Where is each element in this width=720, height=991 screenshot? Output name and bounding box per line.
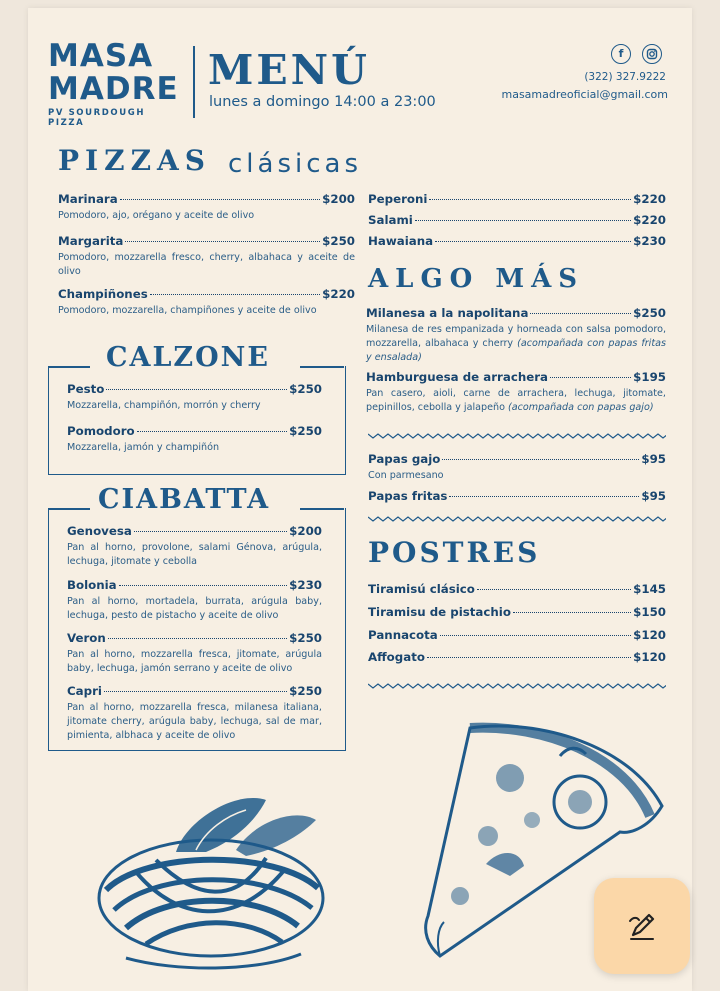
menu-item bbox=[67, 684, 322, 743]
item-name: Tiramisú clásico bbox=[368, 582, 475, 596]
algo-mas-title: ALGO MÁS bbox=[368, 264, 585, 294]
header-divider bbox=[193, 46, 195, 118]
item-price: $220 bbox=[633, 213, 666, 227]
phone-number: (322) 327.9222 bbox=[584, 71, 666, 83]
item-price: $250 bbox=[289, 631, 322, 645]
item-name: Margarita bbox=[58, 234, 124, 248]
item-description: Milanesa de res empanizada y horneada con salsa pomodoro, mozzarella, albahaca y cherry bbox=[366, 324, 666, 349]
brand-line-1: MASA bbox=[48, 38, 154, 74]
item-name: Milanesa a la napolitana bbox=[366, 306, 529, 320]
item-name: Veron bbox=[67, 631, 106, 645]
item-name: Capri bbox=[67, 684, 102, 698]
item-name: Papas fritas bbox=[368, 489, 448, 503]
menu-item bbox=[366, 306, 666, 365]
menu-item bbox=[368, 192, 666, 206]
menu-item bbox=[368, 234, 666, 248]
pizzas-subtitle: clásicas bbox=[228, 149, 362, 179]
item-price: $150 bbox=[633, 605, 666, 619]
item-name: Pannacota bbox=[368, 628, 438, 642]
menu-item bbox=[368, 582, 666, 596]
wave-divider bbox=[368, 515, 666, 523]
facebook-icon[interactable]: f bbox=[611, 44, 631, 64]
item-description: Con parmesano bbox=[368, 470, 444, 481]
item-name: Champiñones bbox=[58, 287, 148, 301]
item-price: $250 bbox=[633, 306, 666, 320]
item-price: $250 bbox=[289, 424, 322, 438]
item-name: Hawaiana bbox=[368, 234, 434, 248]
item-note: (acompañada con papas gajo) bbox=[508, 402, 654, 413]
item-description: Pan al horno, provolone, salami Génova, arúgula, lechuga, jitomate y cebolla bbox=[67, 542, 322, 567]
wave-divider bbox=[368, 432, 666, 440]
item-name: Hamburguesa de arrachera bbox=[366, 370, 548, 384]
item-price: $95 bbox=[641, 489, 666, 503]
opening-hours: lunes a domingo 14:00 a 23:00 bbox=[209, 94, 436, 110]
page-title: MENÚ bbox=[208, 46, 370, 94]
item-name: Papas gajo bbox=[368, 452, 441, 466]
item-price: $230 bbox=[633, 234, 666, 248]
menu-item bbox=[67, 578, 322, 623]
menu-item bbox=[368, 628, 666, 642]
menu-item bbox=[67, 424, 322, 455]
item-price: $250 bbox=[289, 382, 322, 396]
item-description: Pomodoro, ajo, orégano y aceite de olivo bbox=[58, 210, 255, 221]
item-name: Salami bbox=[368, 213, 413, 227]
item-name: Tiramisu de pistachio bbox=[368, 605, 511, 619]
edit-pen-icon bbox=[625, 909, 659, 943]
menu-item bbox=[58, 192, 355, 223]
item-price: $250 bbox=[289, 684, 322, 698]
menu-item bbox=[58, 287, 355, 318]
ciabatta-title: CIABATTA bbox=[90, 484, 278, 515]
brand-line-2: MADRE bbox=[48, 71, 179, 107]
item-description: Pan al horno, mozzarella fresca, jitomate, arúgula baby, lechuga, jamón serrano y aceite de olivo bbox=[67, 649, 322, 674]
menu-item bbox=[67, 524, 322, 569]
item-name: Marinara bbox=[58, 192, 118, 206]
item-description: Pan al horno, mozzarella fresca, milanesa italiana, jitomate cherry, arúgula baby, lechuga, sal de mar, pimienta, albhaca y aceite de olivo bbox=[67, 702, 322, 741]
brand-logo bbox=[48, 40, 183, 128]
item-price: $95 bbox=[641, 452, 666, 466]
menu-item bbox=[58, 234, 355, 279]
item-name: Pesto bbox=[67, 382, 105, 396]
item-price: $195 bbox=[633, 370, 666, 384]
menu-item bbox=[366, 370, 666, 415]
menu-item bbox=[368, 650, 666, 664]
wave-divider bbox=[368, 682, 666, 690]
item-name: Peperoni bbox=[368, 192, 428, 206]
item-name: Genovesa bbox=[67, 524, 132, 538]
item-description: Pan al horno, mortadela, burrata, arúgula baby, lechuga, pesto de pistacho y aceite de olivo bbox=[67, 596, 322, 621]
menu-item bbox=[67, 631, 322, 676]
item-name: Pomodoro bbox=[67, 424, 135, 438]
instagram-icon[interactable] bbox=[642, 44, 662, 64]
pasta-illustration bbox=[86, 780, 336, 972]
menu-item bbox=[368, 452, 666, 483]
item-description: Pomodoro, mozzarella fresco, cherry, albahaca y aceite de olivo bbox=[58, 252, 355, 277]
item-name: Affogato bbox=[368, 650, 425, 664]
item-description: Mozzarella, champiñón, morrón y cherry bbox=[67, 400, 261, 411]
item-description: Mozzarella, jamón y champiñón bbox=[67, 442, 220, 453]
pizzas-title: PIZZAS bbox=[58, 144, 211, 177]
menu-item bbox=[67, 382, 322, 413]
calzone-title: CALZONE bbox=[98, 342, 278, 373]
item-description: Pomodoro, mozzarella, champiñones y aceite de olivo bbox=[58, 305, 317, 316]
item-description: Pan casero, aioli, carne de arrachera, lechuga, jitomate, pepinillos, cebolla y jalapeño bbox=[366, 388, 666, 413]
brand-subtitle: PV SOURDOUGH PIZZA bbox=[48, 108, 146, 128]
menu-item bbox=[368, 605, 666, 619]
item-price: $220 bbox=[322, 287, 355, 301]
postres-title: POSTRES bbox=[368, 536, 541, 569]
edit-button[interactable] bbox=[594, 878, 690, 974]
menu-item bbox=[368, 213, 666, 227]
item-price: $145 bbox=[633, 582, 666, 596]
email-address: masamadreoficial@gmail.com bbox=[501, 88, 668, 101]
item-name: Bolonia bbox=[67, 578, 117, 592]
item-price: $230 bbox=[289, 578, 322, 592]
item-price: $120 bbox=[633, 650, 666, 664]
menu-page bbox=[28, 8, 692, 991]
item-note: (acompañada con papas fritas y ensalada) bbox=[366, 338, 666, 363]
menu-item bbox=[368, 489, 666, 503]
item-price: $120 bbox=[633, 628, 666, 642]
item-price: $220 bbox=[633, 192, 666, 206]
item-price: $250 bbox=[322, 234, 355, 248]
item-price: $200 bbox=[289, 524, 322, 538]
item-price: $200 bbox=[322, 192, 355, 206]
